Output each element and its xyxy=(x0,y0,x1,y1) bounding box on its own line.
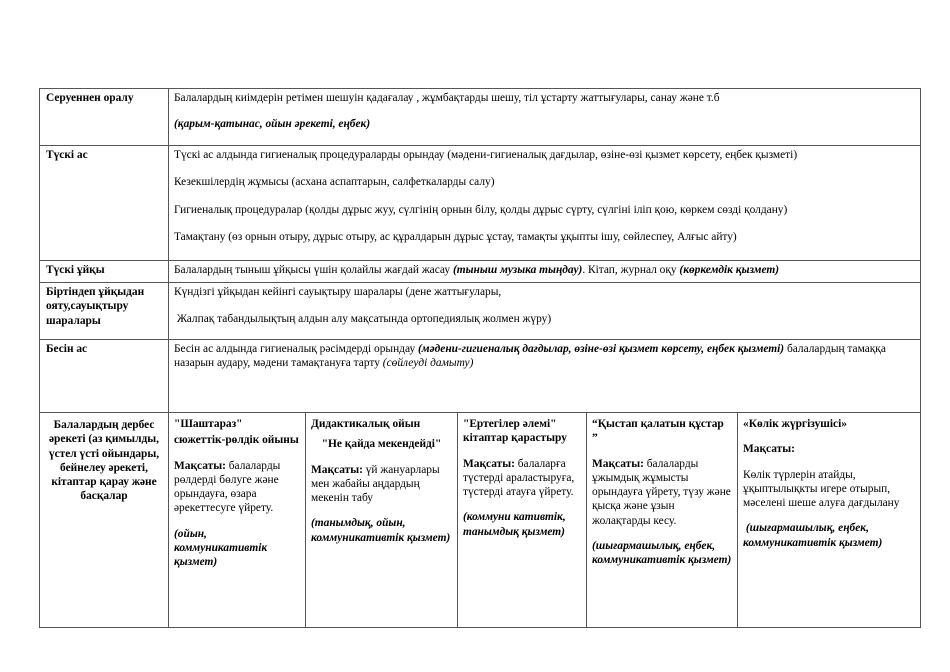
text-line: Балалардың киімдерін ретімен шешуін қадағалау , жұмбақтарды шешу, тіл ұстарту жаттығулары, санау және т.б xyxy=(174,92,720,104)
row-content xyxy=(169,89,920,145)
activity-subtitle: "Не қайда мекендейді" xyxy=(321,438,442,451)
activity-tags: (шығармашылық, еңбек, коммуникативтік қызмет) xyxy=(592,539,732,566)
goal-label: Мақсаты: xyxy=(592,457,644,470)
activity-title: "Ертегілер әлемі" кітаптар қарастыру xyxy=(463,418,567,445)
text-line: Тамақтану (өз орнын отыру, дұрыс отыру, ас құралдарын дұрыс ұстау, тамақты ұқыпты ішу, сөйлеспеу, Алғыс айту) xyxy=(174,230,737,243)
row-seruen xyxy=(40,89,920,146)
activity-goal xyxy=(174,459,300,516)
goal-label: Мақсаты: xyxy=(311,463,363,476)
activity-tags: (қарым-қатынас, ойын әрекеті, еңбек) xyxy=(174,118,371,131)
schedule-table xyxy=(39,88,921,628)
activity-goal xyxy=(463,457,581,500)
row-label: Түскі ұйқы xyxy=(40,261,169,282)
activity-col-3 xyxy=(458,413,587,627)
activity-goal xyxy=(311,463,452,506)
activity-tag: (мәдени-гигиеналық дағдылар, өзіне-өзі қызмет көрсету, еңбек қызметі) xyxy=(418,343,785,355)
goal-text: балаларды рөлдерді бөлуге және орындауға, өзара әрекеттесуге үйрету. xyxy=(174,459,281,515)
activity-tags: (ойын, коммуникативтік қызмет) xyxy=(174,527,268,568)
activity-tags: (танымдық, ойын, коммуникативтік қызмет) xyxy=(311,517,451,544)
activity-title: Дидактикалық ойын xyxy=(311,418,421,430)
row-oyatu xyxy=(40,283,920,340)
row-tuski-as xyxy=(40,146,920,261)
activity-title: “Қыстап қалатын құстар ” xyxy=(592,418,724,445)
activity-subtitle: сюжеттік-рөлдік ойыны xyxy=(174,434,299,447)
row-besin xyxy=(40,340,920,413)
row-label: Бесін ас xyxy=(40,340,169,412)
activity-tag: (көркемдік қызмет) xyxy=(679,264,780,276)
row-label: Серуеннен оралу xyxy=(40,89,169,145)
activity-col-1 xyxy=(169,413,306,627)
goal-text: Көлік түрлерін атайды, ұқыптылықкты игере отырып, мәселені шеше алуға дағдылану xyxy=(743,468,900,509)
text-line: Күндізгі ұйқыдан кейінгі сауықтыру шаралары (дене жаттығулары, xyxy=(174,286,502,298)
goal-label: Мақсаты: xyxy=(463,457,515,470)
goal-text: үй жануарлары мен жабайы аңдардың мекенін табу xyxy=(311,463,440,504)
row-label: Балалардың дербес әрекеті (аз қимылды, үстел үсті ойындары, бейнелеу әрекеті, кітаптар қарау және басқалар xyxy=(40,413,169,627)
row-content xyxy=(169,146,920,260)
activity-col-5 xyxy=(738,413,920,627)
activity-col-2 xyxy=(306,413,458,627)
goal-text: балаларға түстерді араластыруға, түстерді атауға үйрету. xyxy=(463,457,575,498)
row-content xyxy=(169,261,920,282)
activity-tags: (шығармашылық, еңбек, коммуникативтік қызмет) xyxy=(743,522,883,549)
activity-title: "Шаштараз" xyxy=(174,418,243,430)
row-content xyxy=(169,340,920,412)
activity-tag: (сөйлеуді дамыту) xyxy=(382,357,474,370)
goal-text: балаларды ұжымдық жұмысты орындауға үйрету, түзу және қысқа және ұзын жолақтарды кесу. xyxy=(592,457,731,527)
text-line: Түскі ас алдында гигиеналық процедураларды орындау (мәдени-гигиеналық дағдылар, өзіне-өзі қызмет көрсету, еңбек қызметі) xyxy=(174,149,798,161)
goal-label: Мақсаты: xyxy=(743,443,795,456)
row-label: Біртіндеп ұйқыдан ояту,сауықтыру шаралары xyxy=(40,283,169,339)
activity-col-4 xyxy=(587,413,738,627)
activity-title: «Көлік жүргізушісі» xyxy=(743,418,847,430)
text-part: балалардың тамаққа назарын аудару, мәдени тамақтануға тарту xyxy=(174,343,886,370)
text-part: Бесін ас алдында гигиеналық рәсімдерді орындау xyxy=(174,343,418,355)
text-line: Гигиеналық процедуралар (қолды дұрыс жуу, сүлгінің орнын білу, қолды дұрыс сүрту, сүлгіні іліп қою, көркем сөзді қолдану) xyxy=(174,203,788,216)
activity-goal xyxy=(592,457,732,528)
text-line: Кезекшілердің жұмысы (асхана аспаптарын, салфеткаларды салу) xyxy=(174,176,495,189)
row-label: Түскі ас xyxy=(40,146,169,260)
row-content xyxy=(169,283,920,339)
goal-label: Мақсаты: xyxy=(174,459,226,472)
text-line: Жалпақ табандылықтың алдын алу мақсатында ортопедиялық жолмен жүру) xyxy=(174,313,552,326)
row-tuski-uiky xyxy=(40,261,920,283)
activity-tag: (тыныш музыка тыңдау) xyxy=(452,264,583,276)
activity-tags: (коммуни кативтік, танымдық қызмет) xyxy=(463,511,566,538)
text-part: Балалардың тыныш ұйқысы үшін қолайлы жағдай жасау xyxy=(174,264,453,276)
text-part: . Кітап, журнал оқу xyxy=(582,264,680,276)
row-derbes xyxy=(40,413,920,627)
